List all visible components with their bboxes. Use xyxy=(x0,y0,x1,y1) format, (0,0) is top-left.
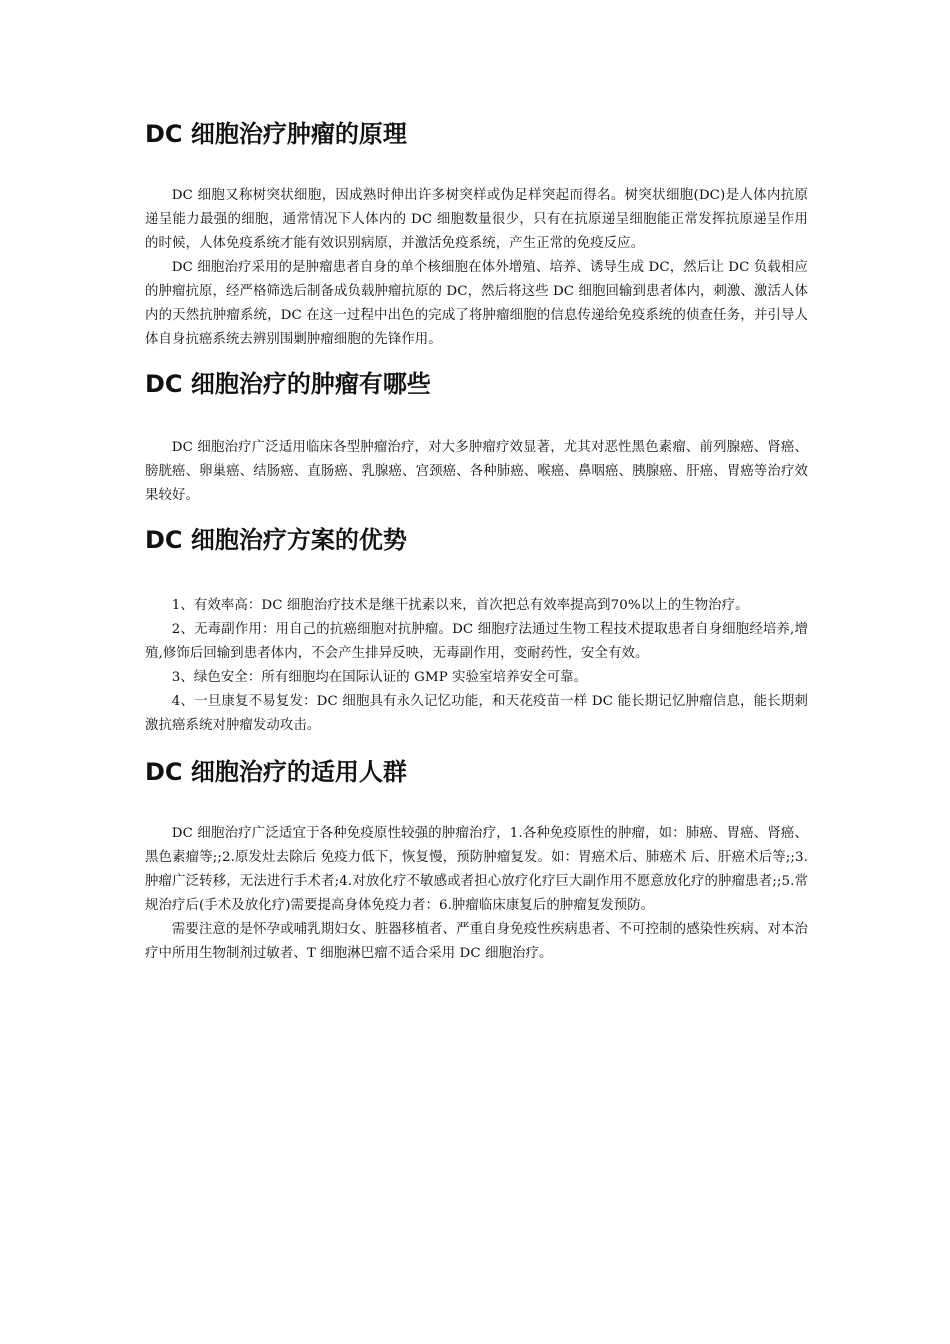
section-heading: DC 细胞治疗肿瘤的原理 xyxy=(145,120,407,148)
paragraph: 需要注意的是怀孕或哺乳期妇女、脏器移植者、严重自身免疫性疾病患者、不可控制的感染性疾病、对本治疗中所用生物制剂过敏者、T 细胞淋巴瘤不适合采用 DC 细胞治疗。 xyxy=(145,922,808,961)
list-item: 4、一旦康复不易复发：DC 细胞具有永久记忆功能，和天花疫苗一样 DC 能长期记忆肿瘤信息，能长期刺激抗癌系统对肿瘤发动攻击。 xyxy=(145,694,808,733)
document-page xyxy=(145,118,808,966)
list-item: 2、无毒副作用：用自己的抗癌细胞对抗肿瘤。DC 细胞疗法通过生物工程技术提取患者自身细胞经培养,增殖,修饰后回输到患者体内，不会产生排异反映，无毒副作用，变耐药性，安全有效。 xyxy=(145,622,808,661)
section-body xyxy=(145,822,808,966)
section-suitable-population xyxy=(145,756,808,966)
section-body xyxy=(145,594,808,738)
section-advantages xyxy=(145,524,808,738)
paragraph: DC 细胞治疗采用的是肿瘤患者自身的单个核细胞在体外增殖、培养、诱导生成 DC，然后让 DC 负载相应的肿瘤抗原，经严格筛选后制备成负载肿瘤抗原的 DC，然后将这些 DC 细胞回输到患者体内，刺激、激活人体内的天然抗肿瘤系统，DC 在这一过程中出色的完成了将肿瘤细胞的信息传递给免疫系统的侦查任务，并引导人体自身抗癌系统去辨别围剿肿瘤细胞的先锋作用。 xyxy=(145,260,808,347)
list-item: 1、有效率高：DC 细胞治疗技术是继干扰素以来，首次把总有效率提高到70%以上的生物治疗。 xyxy=(171,598,749,613)
list-item: 3、绿色安全：所有细胞均在国际认证的 GMP 实验室培养安全可靠。 xyxy=(171,670,588,685)
paragraph: DC 细胞治疗广泛适宜于各种免疫原性较强的肿瘤治疗，1.各种免疫原性的肿瘤，如：肺癌、胃癌、肾癌、黑色素瘤等;;2.原发灶去除后 免疫力低下，恢复慢，预防肿瘤复发。如：胃癌术后、肺癌术 后、肝癌术后等;;3.肿瘤广泛转移，无法进行手术者;4.对放化疗不敏感或者担心放疗化疗巨大副作用不愿意放化疗的肿瘤患者;;5.常规治疗后(手术及放化疗)需要提高身体免疫力者：6.肿瘤临床康复后的肿瘤复发预防。 xyxy=(145,826,808,913)
section-heading: DC 细胞治疗的适用人群 xyxy=(145,758,407,786)
section-heading: DC 细胞治疗方案的优势 xyxy=(145,526,407,554)
section-body xyxy=(145,436,808,508)
section-body xyxy=(145,184,808,352)
section-tumor-types xyxy=(145,368,808,508)
paragraph: DC 细胞治疗广泛适用临床各型肿瘤治疗，对大多肿瘤疗效显著，尤其对恶性黑色素瘤、前列腺癌、肾癌、膀胱癌、卵巢癌、结肠癌、直肠癌、乳腺癌、宫颈癌、各种肺癌、喉癌、鼻咽癌、胰腺癌、肝癌、胃癌等治疗效果较好。 xyxy=(145,440,808,503)
paragraph: DC 细胞又称树突状细胞，因成熟时伸出许多树突样或伪足样突起而得名。树突状细胞(DC)是人体内抗原递呈能力最强的细胞，通常情况下人体内的 DC 细胞数量很少，只有在抗原递呈细胞能正常发挥抗原递呈作用的时候，人体免疫系统才能有效识别病原，并激活免疫系统，产生正常的免疫反应。 xyxy=(145,188,808,251)
section-heading: DC 细胞治疗的肿瘤有哪些 xyxy=(145,370,431,398)
section-principle xyxy=(145,118,808,352)
